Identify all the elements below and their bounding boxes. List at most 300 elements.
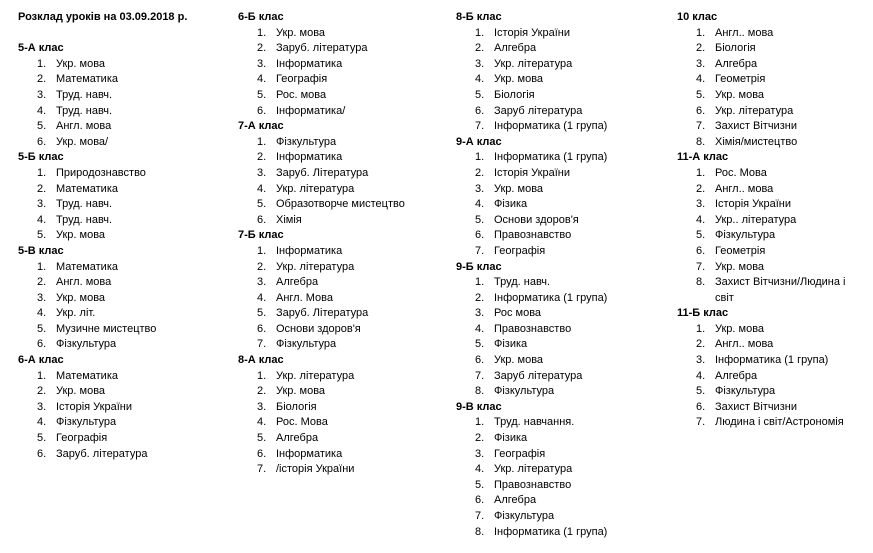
- lesson-item: [456, 525, 666, 541]
- lesson-number: 4.: [37, 213, 47, 226]
- lesson-name: Правознавство: [494, 229, 572, 242]
- lesson-item: [456, 337, 666, 353]
- lesson-name: Рос. мова: [276, 88, 327, 101]
- lesson-name: Захист Вітчизни/Людина і світ: [715, 276, 846, 304]
- lesson-number: 4.: [37, 307, 47, 320]
- lesson-item: [238, 150, 448, 166]
- lesson-item: [456, 244, 666, 260]
- lesson-item: [677, 135, 867, 151]
- lesson-number: 4.: [37, 104, 47, 117]
- lesson-item: [677, 119, 867, 135]
- lesson-name: Фізика: [494, 198, 528, 211]
- lesson-number: 5.: [37, 229, 47, 242]
- lesson-item: [456, 493, 666, 509]
- lesson-item: [18, 88, 228, 104]
- lesson-name: Інформатика: [276, 57, 343, 70]
- lesson-number: 2.: [257, 42, 267, 55]
- lesson-number: 1.: [475, 26, 485, 39]
- lesson-name: Географія: [56, 432, 108, 445]
- lesson-name: Математика: [56, 369, 118, 382]
- lesson-item: [238, 260, 448, 276]
- lesson-name: Укр. література: [715, 104, 794, 117]
- lesson-number: 2.: [257, 260, 267, 273]
- lesson-name: Укр. мова: [494, 182, 544, 195]
- lesson-name: Труд. навч.: [56, 104, 113, 117]
- lesson-name: Алгебра: [715, 57, 758, 70]
- lesson-item: [456, 462, 666, 478]
- lesson-name: Укр. літ.: [56, 307, 96, 320]
- lesson-item: [677, 384, 867, 400]
- lesson-item: [18, 415, 228, 431]
- lesson-item: [677, 57, 867, 73]
- lesson-number: 1.: [37, 166, 47, 179]
- lesson-number: 2.: [475, 42, 485, 55]
- lesson-item: [238, 72, 448, 88]
- lesson-number: 1.: [696, 26, 706, 39]
- lesson-name: Математика: [56, 260, 118, 273]
- lesson-number: 3.: [696, 57, 706, 70]
- lesson-number: 4.: [475, 463, 485, 476]
- lesson-item: [238, 291, 448, 307]
- lesson-name: Фізкультура: [56, 416, 117, 429]
- lesson-name: Біологія: [494, 88, 535, 101]
- lesson-item: [18, 197, 228, 213]
- lesson-number: 7.: [696, 416, 706, 429]
- class-heading: 7-А клас: [238, 120, 284, 133]
- lesson-number: 6.: [257, 322, 267, 335]
- lesson-number: 4.: [475, 73, 485, 86]
- lesson-item: [238, 447, 448, 463]
- lesson-item: [18, 119, 228, 135]
- class-schedule: [456, 10, 666, 135]
- lesson-number: 1.: [475, 416, 485, 429]
- lesson-number: 3.: [257, 57, 267, 70]
- lesson-name: Англ.. мова: [715, 182, 774, 195]
- lesson-item: [238, 182, 448, 198]
- lesson-item: [18, 384, 228, 400]
- lesson-number: 3.: [475, 447, 485, 460]
- lesson-number: 3.: [475, 57, 485, 70]
- class-heading: 9-А клас: [456, 135, 502, 148]
- lesson-number: 3.: [475, 182, 485, 195]
- lesson-name: Фізкультура: [715, 385, 776, 398]
- lesson-item: [456, 150, 666, 166]
- schedule-column-3: [456, 10, 666, 540]
- lesson-item: [456, 447, 666, 463]
- lesson-name: Захист Вітчизни: [715, 400, 797, 413]
- lesson-number: 2.: [696, 182, 706, 195]
- lesson-number: 6.: [37, 447, 47, 460]
- lesson-number: 3.: [257, 166, 267, 179]
- schedule-column-4: [677, 10, 867, 431]
- lesson-name: Людина і світ/Астрономія: [715, 416, 844, 429]
- lesson-name: Історія України: [494, 26, 570, 39]
- lesson-name: Інформатика (1 група): [494, 291, 608, 304]
- class-schedule: [18, 150, 228, 244]
- lesson-item: [238, 213, 448, 229]
- lesson-name: Укр.. література: [715, 213, 797, 226]
- lesson-item: [677, 369, 867, 385]
- lesson-name: Захист Вітчизни: [715, 120, 797, 133]
- lesson-name: Географія: [494, 447, 546, 460]
- lesson-name: Інформатика: [276, 244, 343, 257]
- lesson-number: 2.: [37, 73, 47, 86]
- lesson-item: [18, 431, 228, 447]
- lesson-number: 4.: [257, 291, 267, 304]
- lesson-name: Укр. мова: [715, 260, 765, 273]
- lesson-name: Труд. навчання.: [494, 416, 575, 429]
- lesson-number: 3.: [696, 198, 706, 211]
- lesson-number: 6.: [475, 229, 485, 242]
- lesson-name: Укр. мова: [56, 57, 106, 70]
- lesson-number: 2.: [257, 385, 267, 398]
- lesson-name: Математика: [56, 73, 118, 86]
- lesson-item: [238, 369, 448, 385]
- lesson-number: 7.: [696, 120, 706, 133]
- lesson-name: Англ.. мова: [715, 26, 774, 39]
- lesson-item: [456, 509, 666, 525]
- lesson-item: [18, 306, 228, 322]
- lesson-number: 5.: [696, 88, 706, 101]
- lesson-name: Історія України: [494, 166, 570, 179]
- lesson-number: 5.: [257, 88, 267, 101]
- lesson-name: Фізкультура: [715, 229, 776, 242]
- lesson-name: Заруб. література: [56, 447, 148, 460]
- lesson-name: Фізкультура: [276, 135, 337, 148]
- class-heading: 8-Б клас: [456, 11, 502, 23]
- lesson-name: Укр. мова: [715, 322, 765, 335]
- lesson-item: [238, 415, 448, 431]
- lesson-name: Укр. література: [276, 369, 355, 382]
- lesson-number: 6.: [475, 494, 485, 507]
- lesson-number: 7.: [475, 120, 485, 133]
- lesson-number: 6.: [257, 447, 267, 460]
- lesson-number: 5.: [475, 478, 485, 491]
- lesson-item: [18, 291, 228, 307]
- lesson-item: [456, 369, 666, 385]
- lesson-item: [456, 41, 666, 57]
- lesson-number: 5.: [475, 338, 485, 351]
- lesson-number: 2.: [37, 182, 47, 195]
- lesson-item: [677, 353, 867, 369]
- lesson-item: [238, 166, 448, 182]
- lesson-item: [18, 135, 228, 151]
- lesson-name: Заруб. література: [276, 42, 368, 55]
- class-heading: 11-Б клас: [677, 307, 729, 320]
- lesson-number: 5.: [696, 385, 706, 398]
- lesson-number: 8.: [696, 135, 706, 148]
- lesson-item: [18, 337, 228, 353]
- lesson-number: 1.: [475, 151, 485, 164]
- lesson-number: 6.: [475, 354, 485, 367]
- lesson-number: 7.: [257, 338, 267, 351]
- lesson-name: Основи здоров'я: [494, 213, 579, 226]
- lesson-number: 1.: [37, 260, 47, 273]
- lesson-item: [456, 119, 666, 135]
- lesson-item: [238, 462, 448, 478]
- lesson-name: Укр. мова: [715, 88, 765, 101]
- lesson-item: [456, 57, 666, 73]
- lesson-number: 8.: [475, 525, 485, 538]
- lesson-number: 3.: [37, 198, 47, 211]
- lesson-number: 4.: [475, 198, 485, 211]
- class-heading: 9-Б клас: [456, 260, 502, 273]
- class-heading: 5-В клас: [18, 244, 64, 257]
- lesson-number: 1.: [257, 135, 267, 148]
- lesson-item: [238, 384, 448, 400]
- class-heading: 7-Б клас: [238, 229, 284, 242]
- lesson-item: [18, 447, 228, 463]
- lesson-number: 2.: [257, 151, 267, 164]
- lesson-name: Укр. мова: [276, 385, 326, 398]
- lesson-name: Алгебра: [494, 42, 537, 55]
- lesson-item: [238, 57, 448, 73]
- lesson-name: Фізкультура: [494, 510, 555, 522]
- lesson-item: [456, 166, 666, 182]
- lesson-name: Геометрія: [715, 73, 766, 86]
- lesson-name: Хімія/мистецтво: [715, 135, 798, 148]
- lesson-name: Географія: [494, 244, 546, 257]
- lesson-number: 4.: [696, 73, 706, 86]
- lesson-item: [677, 104, 867, 120]
- lesson-item: [238, 431, 448, 447]
- lesson-item: [238, 275, 448, 291]
- lesson-name: Правознавство: [494, 322, 572, 335]
- lesson-number: 2.: [696, 338, 706, 351]
- lesson-name: Труд. навч.: [494, 276, 551, 289]
- lesson-name: Укр. мова: [56, 291, 106, 304]
- lesson-item: [456, 213, 666, 229]
- lesson-number: 1.: [475, 276, 485, 289]
- lesson-name: Фізкультура: [276, 338, 337, 351]
- lesson-name: Рос. Мова: [276, 416, 328, 429]
- lesson-number: 7.: [475, 510, 485, 522]
- lesson-item: [456, 431, 666, 447]
- lesson-item: [18, 182, 228, 198]
- class-heading: 6-Б клас: [238, 11, 284, 23]
- lesson-item: [677, 275, 855, 306]
- lesson-name: Інформатика (1 група): [715, 354, 829, 367]
- lesson-item: [456, 26, 666, 42]
- class-heading: 10 клас: [677, 11, 718, 23]
- lesson-number: 5.: [257, 307, 267, 320]
- lesson-item: [677, 26, 867, 42]
- lesson-item: [456, 72, 666, 88]
- lesson-number: 4.: [475, 322, 485, 335]
- lesson-number: 5.: [37, 120, 47, 133]
- lesson-item: [677, 166, 867, 182]
- lesson-number: 2.: [696, 42, 706, 55]
- lesson-name: Геометрія: [715, 244, 766, 257]
- schedule-column-2: [238, 10, 448, 478]
- lesson-number: 2.: [37, 276, 47, 289]
- lesson-number: 1.: [696, 166, 706, 179]
- class-heading: 5-А клас: [18, 42, 64, 55]
- lesson-number: 7.: [475, 369, 485, 382]
- lesson-name: Біологія: [276, 400, 317, 413]
- lesson-item: [456, 182, 666, 198]
- class-heading: 11-А клас: [677, 151, 729, 164]
- lesson-item: [677, 415, 867, 431]
- lesson-name: Алгебра: [494, 494, 537, 507]
- class-schedule: [18, 353, 228, 462]
- lesson-name: /історія України: [276, 463, 355, 476]
- lesson-item: [456, 306, 666, 322]
- lesson-name: Труд. навч.: [56, 198, 113, 211]
- lesson-number: 1.: [37, 57, 47, 70]
- lesson-number: 4.: [257, 73, 267, 86]
- lesson-number: 7.: [696, 260, 706, 273]
- class-schedule: [677, 10, 867, 150]
- lesson-name: Англ. мова: [56, 120, 112, 133]
- lesson-item: [677, 197, 867, 213]
- lesson-name: Історія України: [715, 198, 791, 211]
- lesson-number: 4.: [257, 182, 267, 195]
- lesson-name: Фізкультура: [494, 385, 555, 398]
- lesson-name: Рос. Мова: [715, 166, 767, 179]
- class-schedule: [238, 228, 448, 353]
- lesson-name: Англ.. мова: [715, 338, 774, 351]
- lesson-item: [677, 72, 867, 88]
- class-heading: 6-А клас: [18, 354, 64, 367]
- class-schedule: [456, 400, 666, 540]
- lesson-item: [456, 384, 666, 400]
- lesson-number: 5.: [475, 213, 485, 226]
- lesson-item: [238, 26, 448, 42]
- lesson-number: 5.: [37, 432, 47, 445]
- lesson-item: [18, 400, 228, 416]
- lesson-item: [456, 291, 666, 307]
- lesson-number: 1.: [257, 369, 267, 382]
- page-title: Розклад уроків на 03.09.2018 р.: [18, 11, 188, 23]
- lesson-name: Інформатика (1 група): [494, 151, 608, 164]
- schedule-column-1: [18, 10, 228, 462]
- lesson-number: 1.: [257, 244, 267, 257]
- lesson-name: Заруб. Література: [276, 307, 369, 320]
- lesson-name: Інформатика: [276, 151, 343, 164]
- lesson-number: 2.: [475, 432, 485, 445]
- lesson-name: Англ. мова: [56, 276, 112, 289]
- lesson-number: 6.: [37, 135, 47, 148]
- lesson-item: [677, 337, 867, 353]
- lesson-name: Алгебра: [715, 369, 758, 382]
- lesson-name: Фізика: [494, 338, 528, 351]
- lesson-number: 7.: [475, 244, 485, 257]
- lesson-number: 2.: [475, 291, 485, 304]
- lesson-number: 1.: [37, 369, 47, 382]
- lesson-item: [238, 135, 448, 151]
- lesson-name: Хімія: [276, 213, 302, 226]
- lesson-name: Укр. література: [276, 260, 355, 273]
- lesson-name: Укр. література: [276, 182, 355, 195]
- lesson-number: 2.: [37, 385, 47, 398]
- lesson-item: [18, 260, 228, 276]
- lesson-name: Природознавство: [56, 166, 146, 179]
- lesson-name: Укр. мова: [56, 385, 106, 398]
- lesson-item: [238, 104, 448, 120]
- lesson-name: Інформатика: [276, 447, 343, 460]
- class-schedule: [238, 353, 448, 478]
- lesson-number: 8.: [475, 385, 485, 398]
- lesson-number: 6.: [257, 213, 267, 226]
- lesson-item: [18, 72, 228, 88]
- lesson-name: Основи здоров'я: [276, 322, 361, 335]
- lesson-number: 3.: [696, 354, 706, 367]
- lesson-number: 6.: [696, 400, 706, 413]
- lesson-name: Заруб література: [494, 369, 583, 382]
- lesson-number: 6.: [257, 104, 267, 117]
- lesson-name: Укр. література: [494, 463, 573, 476]
- lesson-item: [456, 88, 666, 104]
- class-schedule: [677, 306, 867, 431]
- lesson-number: 3.: [475, 307, 485, 320]
- lesson-item: [18, 104, 228, 120]
- lesson-number: 6.: [37, 338, 47, 351]
- lesson-name: Образотворче мистецтво: [276, 198, 405, 211]
- class-heading: 8-А клас: [238, 354, 284, 367]
- lesson-item: [677, 400, 867, 416]
- lesson-name: Укр. мова/: [56, 135, 109, 148]
- lesson-number: 1.: [696, 322, 706, 335]
- lesson-name: Англ. Мова: [276, 291, 333, 304]
- lesson-item: [18, 166, 228, 182]
- lesson-item: [18, 322, 228, 338]
- lesson-number: 6.: [475, 104, 485, 117]
- lesson-name: Інформатика (1 група): [494, 525, 608, 538]
- lesson-name: Історія України: [56, 400, 132, 413]
- lesson-name: Математика: [56, 182, 118, 195]
- lesson-item: [238, 197, 448, 213]
- lesson-item: [238, 337, 448, 353]
- lesson-name: Укр. мова: [494, 354, 544, 367]
- lesson-item: [18, 275, 228, 291]
- lesson-number: 5.: [696, 229, 706, 242]
- lesson-name: Укр. мова: [494, 73, 544, 86]
- lesson-item: [238, 306, 448, 322]
- lesson-number: 7.: [257, 463, 267, 476]
- lesson-item: [456, 104, 666, 120]
- lesson-name: Труд. навч.: [56, 88, 113, 101]
- lesson-name: Інформатика (1 група): [494, 120, 608, 133]
- lesson-number: 4.: [257, 416, 267, 429]
- lesson-number: 3.: [37, 88, 47, 101]
- lesson-number: 4.: [37, 416, 47, 429]
- lesson-number: 5.: [257, 432, 267, 445]
- lesson-name: Заруб. Література: [276, 166, 369, 179]
- class-heading: 9-В клас: [456, 400, 502, 413]
- lesson-number: 3.: [257, 276, 267, 289]
- lesson-item: [456, 228, 666, 244]
- lesson-item: [18, 369, 228, 385]
- lesson-number: 3.: [37, 291, 47, 304]
- lesson-item: [677, 322, 867, 338]
- class-schedule: [238, 10, 448, 119]
- lesson-item: [238, 244, 448, 260]
- lesson-item: [456, 353, 666, 369]
- lesson-item: [18, 213, 228, 229]
- lesson-name: Географія: [276, 73, 328, 86]
- lesson-item: [456, 275, 666, 291]
- lesson-name: Алгебра: [276, 432, 319, 445]
- lesson-name: Укр. література: [494, 57, 573, 70]
- lesson-item: [238, 41, 448, 57]
- lesson-item: [238, 322, 448, 338]
- class-schedule: [18, 244, 228, 353]
- lesson-name: Алгебра: [276, 276, 319, 289]
- lesson-item: [456, 322, 666, 338]
- class-schedule: [238, 119, 448, 228]
- lesson-number: 3.: [37, 400, 47, 413]
